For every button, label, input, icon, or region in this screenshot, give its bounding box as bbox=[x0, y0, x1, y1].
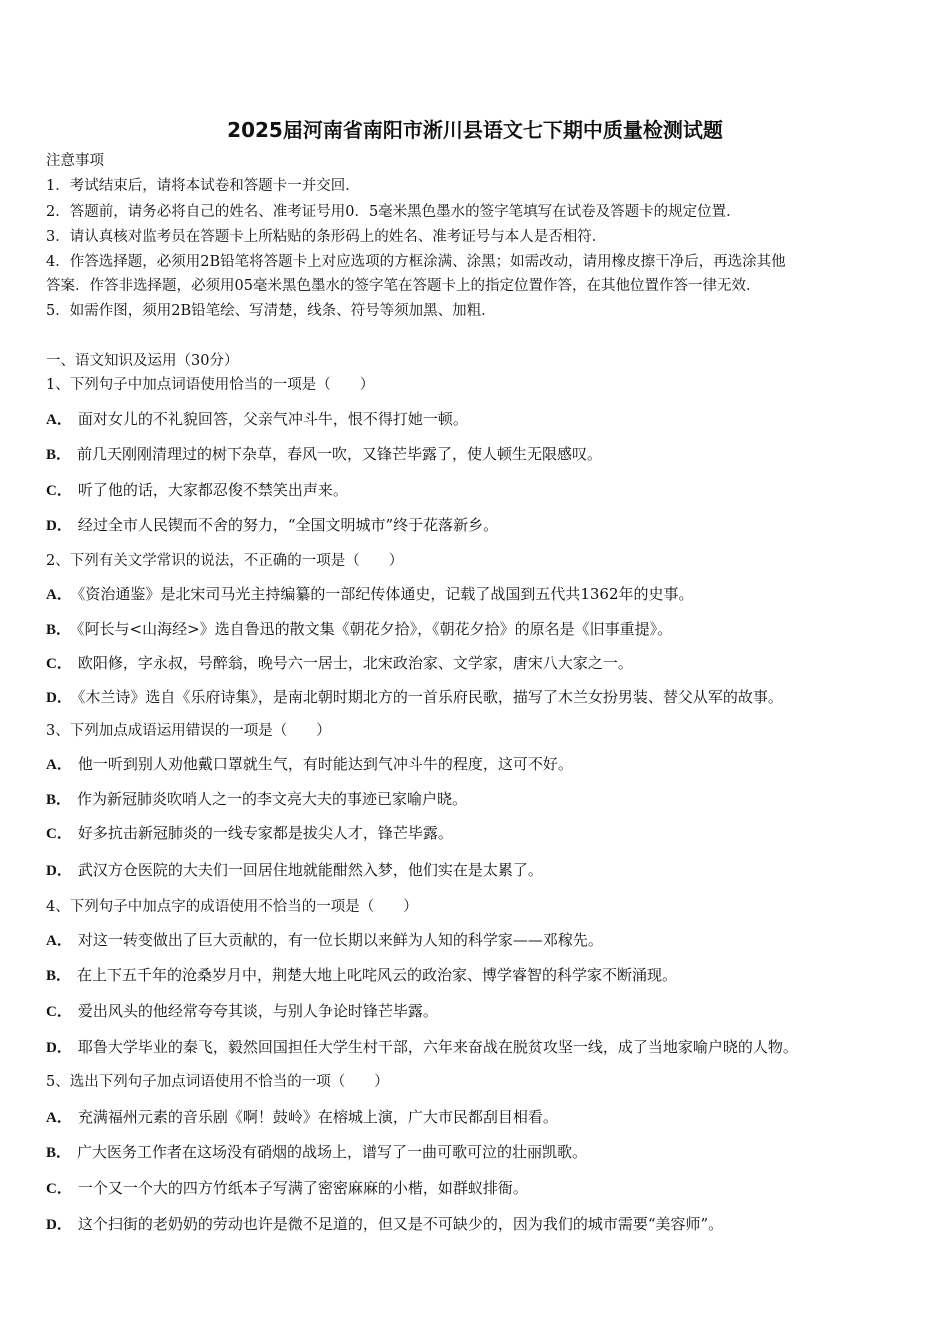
option-label: C． bbox=[46, 1004, 72, 1020]
option-text: 欧阳修，字永叔，号醉翁，晚号六一居士，北宋政治家、文学家，唐宋八大家之一。 bbox=[77, 654, 633, 672]
question-stem: 5、选出下列句子加点词语使用不恰当的一项（ ） bbox=[46, 1074, 389, 1090]
option-b[interactable] bbox=[46, 789, 467, 810]
option-text: 他一听到别人劝他戴口罩就生气，有时能达到气冲斗牛的程度，这可不好。 bbox=[77, 755, 573, 773]
option-label: B． bbox=[46, 792, 72, 808]
option-a[interactable] bbox=[46, 754, 573, 775]
option-a[interactable] bbox=[46, 930, 603, 951]
option-text: 对这一转变做出了巨大贡献的，有一位长期以来鲜为人知的科学家——邓稼先。 bbox=[77, 931, 603, 949]
notice-heading: 注意事项 bbox=[46, 153, 104, 169]
option-d[interactable] bbox=[46, 1214, 723, 1235]
option-label: B． bbox=[46, 968, 72, 984]
option-label: D． bbox=[46, 1040, 72, 1056]
option-label: A． bbox=[46, 933, 72, 949]
question-stem: 1、下列句子中加点词语使用恰当的一项是（ ） bbox=[46, 377, 375, 393]
option-label: C． bbox=[46, 483, 72, 499]
option-label: D． bbox=[46, 690, 72, 706]
option-text: 听了他的话，大家都忍俊不禁笑出声来。 bbox=[77, 481, 348, 499]
option-a[interactable] bbox=[46, 584, 694, 605]
notice-item: 2．答题前，请务必将自己的姓名、准考证号用0．5毫米黑色墨水的签字笔填写在试卷及答题卡的规定位置． bbox=[46, 204, 741, 220]
option-text: 《木兰诗》选自《乐府诗集》，是南北朝时期北方的一首乐府民歌，描写了木兰女扮男装、替父从军的故事。 bbox=[77, 688, 783, 706]
option-b[interactable] bbox=[46, 965, 677, 986]
option-label: A． bbox=[46, 587, 72, 603]
option-label: D． bbox=[46, 518, 72, 534]
option-d[interactable] bbox=[46, 1037, 798, 1058]
option-b[interactable] bbox=[46, 1142, 587, 1163]
option-label: D． bbox=[46, 1217, 72, 1233]
option-text: 作为新冠肺炎吹哨人之一的李文亮大夫的事迹已家喻户晓。 bbox=[77, 790, 468, 808]
page-title: 2025届河南省南阳市淅川县语文七下期中质量检测试题 bbox=[227, 118, 723, 142]
question-stem: 3、下列加点成语运用错误的一项是（ ） bbox=[46, 723, 331, 739]
option-text: 前几天刚刚清理过的树下杂草，春风一吹，又锋芒毕露了，使人顿生无限感叹。 bbox=[77, 445, 603, 463]
option-label: A． bbox=[46, 757, 72, 773]
notice-item: 5．如需作图，须用2B铅笔绘、写清楚，线条、符号等须加黑、加粗． bbox=[46, 303, 496, 319]
notice-item: 3．请认真核对监考员在答题卡上所粘贴的条形码上的姓名、准考证号与本人是否相符． bbox=[46, 229, 607, 245]
option-label: D． bbox=[46, 863, 72, 879]
notice-item: 1．考试结束后，请将本试卷和答题卡一并交回． bbox=[46, 178, 360, 194]
section-heading: 一、语文知识及运用（30分） bbox=[46, 353, 239, 369]
option-text: 一个又一个大的四方竹纸本子写满了密密麻麻的小楷，如群蚁排衙。 bbox=[77, 1179, 528, 1197]
option-a[interactable] bbox=[46, 409, 468, 430]
option-label: C． bbox=[46, 656, 72, 672]
option-text: 爱出风头的他经常夸夸其谈，与别人争论时锋芒毕露。 bbox=[77, 1002, 438, 1020]
option-label: B． bbox=[46, 447, 72, 463]
option-label: A． bbox=[46, 1110, 72, 1126]
option-c[interactable] bbox=[46, 1001, 438, 1022]
option-d[interactable] bbox=[46, 860, 543, 881]
option-text: 广大医务工作者在这场没有硝烟的战场上，谱写了一曲可歌可泣的壮丽凯歌。 bbox=[77, 1143, 588, 1161]
option-c[interactable] bbox=[46, 653, 633, 674]
option-text: 充满福州元素的音乐剧《啊！鼓岭》在榕城上演，广大市民都刮目相看。 bbox=[77, 1108, 558, 1126]
option-c[interactable] bbox=[46, 823, 453, 844]
option-c[interactable] bbox=[46, 1178, 528, 1199]
option-d[interactable] bbox=[46, 515, 498, 536]
option-label: B． bbox=[46, 622, 72, 638]
option-b[interactable] bbox=[46, 619, 672, 640]
notice-item: 4．作答选择题，必须用2B铅笔将答题卡上对应选项的方框涂满、涂黑；如需改动，请用橡皮擦干净后，再选涂其他 bbox=[46, 254, 786, 270]
option-label: C． bbox=[46, 1181, 72, 1197]
option-text: 好多抗击新冠肺炎的一线专家都是拔尖人才，锋芒毕露。 bbox=[77, 824, 453, 842]
option-label: C． bbox=[46, 826, 72, 842]
question-stem: 2、下列有关文学常识的说法，不正确的一项是（ ） bbox=[46, 553, 404, 569]
option-text: 这个扫街的老奶奶的劳动也许是微不足道的，但又是不可缺少的，因为我们的城市需要“美容师”。 bbox=[77, 1215, 724, 1233]
option-text: 经过全市人民锲而不舍的努力，“全国文明城市”终于花落新乡。 bbox=[77, 516, 499, 534]
option-text: 《资治通鉴》是北宋司马光主持编纂的一部纪传体通史，记载了战国到五代共1362年的史事。 bbox=[77, 585, 694, 603]
option-a[interactable] bbox=[46, 1107, 558, 1128]
question-stem: 4、下列句子中加点字的成语使用不恰当的一项是（ ） bbox=[46, 899, 418, 915]
notice-item: 答案．作答非选择题，必须用05毫米黑色墨水的签字笔在答题卡上的指定位置作答，在其他位置作答一律无效． bbox=[46, 278, 761, 294]
option-b[interactable] bbox=[46, 444, 602, 465]
option-text: 耶鲁大学毕业的秦飞，毅然回国担任大学生村干部，六年来奋战在脱贫攻坚一线，成了当地家喻户晓的人物。 bbox=[77, 1038, 798, 1056]
option-label: A． bbox=[46, 412, 72, 428]
option-text: 面对女儿的不礼貌回答，父亲气冲斗牛，恨不得打她一顿。 bbox=[77, 410, 468, 428]
option-c[interactable] bbox=[46, 480, 348, 501]
option-text: 《阿长与<山海经>》选自鲁迅的散文集《朝花夕拾》，《朝花夕拾》的原名是《旧事重提》。 bbox=[77, 620, 673, 638]
option-d[interactable] bbox=[46, 687, 783, 708]
option-label: B． bbox=[46, 1145, 72, 1161]
option-text: 在上下五千年的沧桑岁月中，荆楚大地上叱咤风云的政治家、博学睿智的科学家不断涌现。 bbox=[77, 966, 678, 984]
option-text: 武汉方仓医院的大夫们一回居住地就能酣然入梦，他们实在是太累了。 bbox=[77, 861, 543, 879]
